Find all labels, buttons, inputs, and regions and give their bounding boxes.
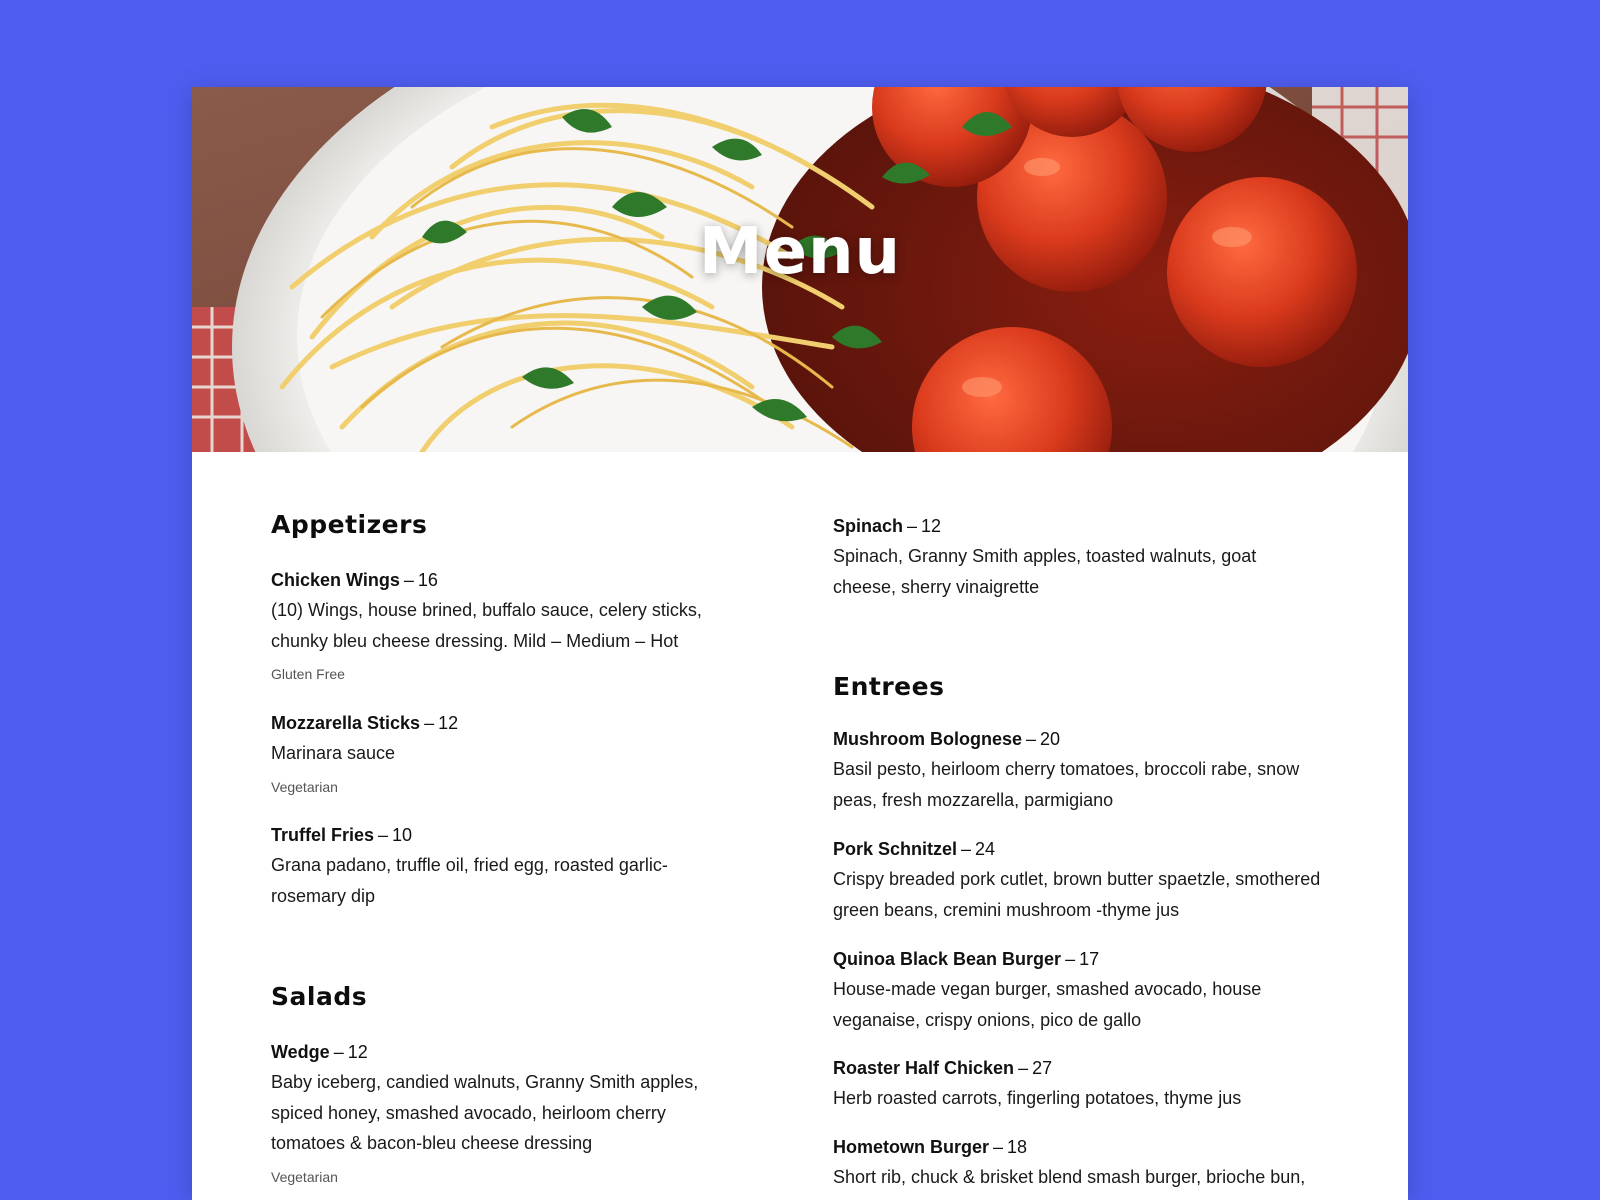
item-description: Marinara sauce [271,743,396,763]
section-title: Salads [271,982,368,1011]
item-description: Grana padano, truffle oil, fried egg, roasted garlic-rosemary dip [271,855,668,906]
item-description: Baby iceberg, candied walnuts, Granny Smith apples, spiced honey, smashed avocado, heirloom cherry tomatoes & bacon-bleu cheese dressing [271,1072,699,1153]
section-title: Entrees [833,672,945,701]
section-appetizers [271,510,741,539]
item-dietary-tag: Vegetarian [271,1168,338,1185]
item-description: House-made vegan burger, smashed avocado, house veganaise, crispy onions, pico de gallo [833,979,1262,1030]
item-description: Short rib, chuck & brisket blend smash burger, brioche bun, [833,1167,1306,1187]
menu-item-mozzarella-sticks: Mozzarella Sticks – 12 Marinara sauce Vegetarian [271,708,741,797]
item-price: 16 [417,570,438,590]
menu-item-wedge: Wedge – 12 Baby iceberg, candied walnuts, Granny Smith apples, spiced honey, smashed avocado, heirloom cherry tomatoes & bacon-bleu cheese dressing Vegetarian [271,1037,741,1187]
section-salads [271,982,741,1011]
item-dietary-tag: Vegetarian [271,778,338,795]
item-description: Basil pesto, heirloom cherry tomatoes, broccoli rabe, snow peas, fresh mozzarella, parmigiano [833,759,1300,810]
item-name: Quinoa Black Bean Burger [833,949,1062,969]
item-price: 27 [1032,1058,1053,1078]
item-price: 17 [1079,949,1100,969]
item-price: 12 [438,713,459,733]
item-description: Spinach, Granny Smith apples, toasted walnuts, goat cheese, sherry vinaigrette [833,546,1257,597]
section-entrees [833,672,1333,701]
menu-item-mushroom-bolognese: Mushroom Bolognese – 20 Basil pesto, heirloom cherry tomatoes, broccoli rabe, snow peas, fresh mozzarella, parmigiano [833,724,1333,815]
menu-item-roaster-half-chicken: Roaster Half Chicken – 27 Herb roasted carrots, fingerling potatoes, thyme jus [833,1053,1333,1114]
item-name: Truffel Fries [271,825,375,845]
menu-item-spinach: Spinach – 12 Spinach, Granny Smith apples, toasted walnuts, goat cheese, sherry vinaigrette [833,511,1303,602]
item-price: 24 [975,839,996,859]
item-name: Mozzarella Sticks [271,713,421,733]
menu-item-hometown-burger: Hometown Burger – 18 Short rib, chuck & brisket blend smash burger, brioche bun, [833,1132,1333,1193]
item-description: (10) Wings, house brined, buffalo sauce, celery sticks, chunky bleu cheese dressing. Mild – Medium – Hot [271,600,702,651]
menu-columns [192,452,1408,1200]
item-name: Hometown Burger [833,1137,990,1157]
item-name: Spinach [833,516,904,536]
menu-page [192,87,1408,1200]
item-price: 12 [921,516,942,536]
item-name: Wedge [271,1042,330,1062]
item-price: 18 [1007,1137,1028,1157]
menu-item-chicken-wings: Chicken Wings – 16 (10) Wings, house brined, buffalo sauce, celery sticks, chunky bleu cheese dressing. Mild – Medium – Hot Gluten Free [271,565,741,684]
section-title: Appetizers [271,510,428,539]
item-description: Crispy breaded pork cutlet, brown butter spaetzle, smothered green beans, cremini mushroom -thyme jus [833,869,1321,920]
item-price: 12 [347,1042,368,1062]
menu-title: Menu [698,215,902,289]
item-description: Herb roasted carrots, fingerling potatoes, thyme jus [833,1088,1242,1108]
item-dietary-tag: Gluten Free [271,666,345,682]
item-name: Roaster Half Chicken [833,1058,1015,1078]
item-price: 10 [392,825,413,845]
item-name: Mushroom Bolognese [833,729,1023,749]
menu-item-truffel-fries: Truffel Fries – 10 Grana padano, truffle oil, fried egg, roasted garlic-rosemary dip [271,820,741,911]
menu-item-quinoa-black-bean-burger: Quinoa Black Bean Burger – 17 House-made vegan burger, smashed avocado, house veganaise, crispy onions, pico de gallo [833,944,1333,1035]
menu-item-pork-schnitzel: Pork Schnitzel – 24 Crispy breaded pork cutlet, brown butter spaetzle, smothered green beans, cremini mushroom -thyme jus [833,834,1333,925]
item-name: Pork Schnitzel [833,839,958,859]
item-price: 20 [1040,729,1061,749]
item-name: Chicken Wings [271,570,400,590]
hero-banner [192,87,1408,452]
